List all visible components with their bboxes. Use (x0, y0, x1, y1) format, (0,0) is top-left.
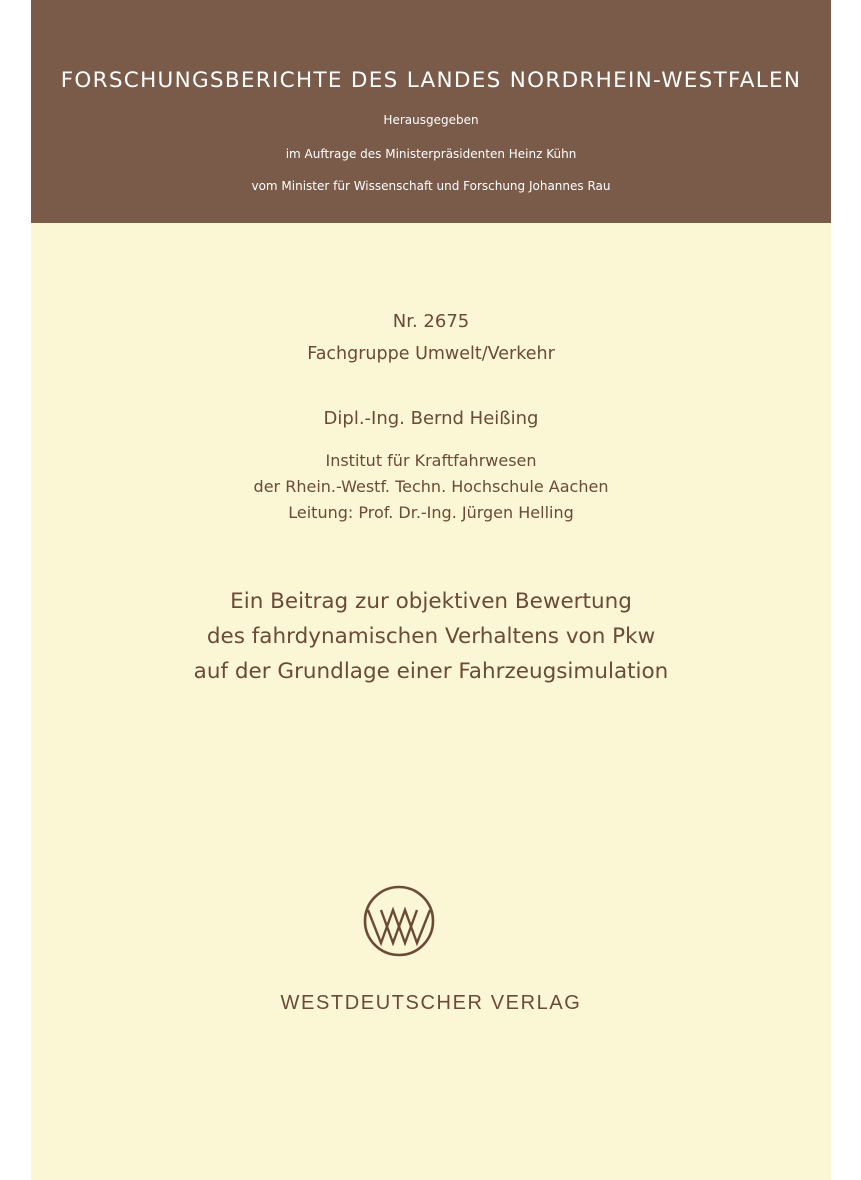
book-title-line-1: Ein Beitrag zur objektiven Bewertung (230, 589, 632, 614)
header-band (31, 0, 831, 223)
author-name: Dipl.-Ing. Bernd Heißing (323, 408, 539, 429)
subject-group: Fachgruppe Umwelt/Verkehr (307, 344, 555, 364)
editor-line-1: Herausgegeben (383, 113, 479, 127)
editor-line-2: im Auftrage des Ministerpräsidenten Heinz Kühn (285, 147, 577, 161)
institute-line-1: Institut für Kraftfahrwesen (325, 451, 537, 470)
institute-line-3: Leitung: Prof. Dr.-Ing. Jürgen Helling (288, 503, 574, 522)
book-cover (31, 0, 831, 1180)
series-title: FORSCHUNGSBERICHTE DES LANDES NORDRHEIN-WESTFALEN (60, 68, 802, 93)
publisher-name: WESTDEUTSCHER VERLAG (280, 992, 582, 1014)
editor-line-3: vom Minister für Wissenschaft und Forschung Johannes Rau (251, 179, 611, 193)
book-title-line-2: des fahrdynamischen Verhaltens von Pkw (206, 624, 656, 649)
publisher-logo-icon (362, 884, 436, 958)
issue-number: Nr. 2675 (392, 311, 470, 332)
book-title-line-3: auf der Grundlage einer Fahrzeugsimulation (193, 659, 669, 684)
institute-line-2: der Rhein.-Westf. Techn. Hochschule Aachen (253, 477, 609, 496)
